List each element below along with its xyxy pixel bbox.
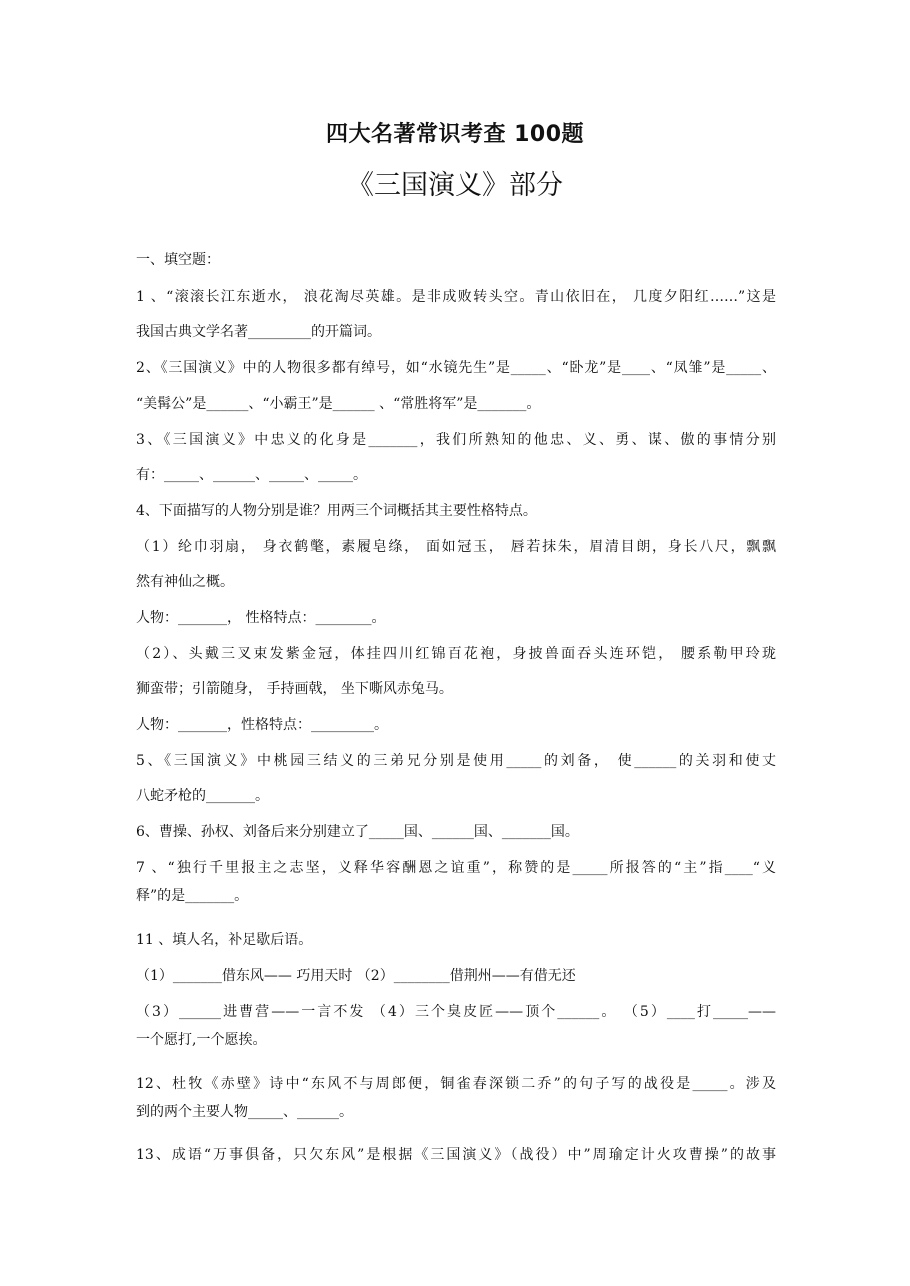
question-3-line-2: 有：_____、______、_____、_____。 [136, 467, 367, 483]
question-5-line-2: 八蛇矛枪的_______。 [136, 788, 269, 804]
question-4-2-line-2: 狮蛮带；引箭随身， 手持画戟， 坐下嘶风赤兔马。 [136, 681, 453, 697]
question-7-line-1: 7 、“独行千里报主之志坚，义释华容酬恩之谊重”，称赞的是_____所报答的“主”指____“义 [136, 860, 776, 876]
document-title: 四大名著常识考查 100题 [325, 122, 585, 147]
question-4-1-line-1: （1）纶巾羽扇， 身衣鹤氅，素履皂绦， 面如冠玉， 唇若抹朱，眉清目朗，身长八尺，飘飘 [136, 539, 776, 555]
question-4-1-answer: 人物：_______， 性格特点：________。 [136, 610, 386, 626]
question-2-line-2: “美髯公”是______、“小霸王”是______ 、“常胜将军”是_______。 [136, 396, 541, 412]
question-4-2-answer: 人物：_______，性格特点：_________。 [136, 717, 388, 733]
question-11-row-2: （3）______进曹营——一言不发 （4）三个臭皮匠——顶个______。 （5）____打_____—— [136, 1004, 776, 1020]
question-13-line-1: 13、成语“万事俱备，只欠东风”是根据《三国演义》（战役）中”周瑜定计火攻曹操”的故事 [136, 1147, 776, 1163]
question-4-prompt: 4、下面描写的人物分别是谁？用两三个词概括其主要性格特点。 [136, 503, 537, 519]
question-3-line-1: 3、《三国演义》中忠义的化身是_______，我们所熟知的他忠、义、勇、谋、傲的事情分别 [136, 432, 776, 448]
question-5-line-1: 5、《三国演义》中桃园三结义的三弟兄分别是使用_____的刘备， 使______的关羽和使丈 [136, 753, 776, 769]
question-12-line-2: 到的两个主要人物_____、______。 [136, 1104, 353, 1120]
question-11-row-1: （1）_______借东风—— 巧用天时 （2）________借荆州——有借无还 [136, 968, 576, 984]
question-6: 6、曹操、孙权、刘备后来分别建立了_____国、______国、_______国。 [136, 824, 579, 840]
question-2-line-1: 2、《三国演义》中的人物很多都有绰号，如“水镜先生”是_____、“卧龙”是____、“凤雏”是_____、 [136, 360, 776, 376]
question-11-row-3: 一个愿打,一个愿挨。 [136, 1032, 267, 1048]
question-4-2-line-1: （2）、头戴三叉束发紫金冠，体挂四川红锦百花袍，身披兽面吞头连环铠， 腰系勒甲玲珑 [136, 646, 776, 662]
question-1-line-2: 我国古典文学名著_________的开篇词。 [136, 324, 381, 340]
question-12-line-1: 12、杜牧《赤壁》诗中“东风不与周郎便，铜雀春深锁二乔”的句子写的战役是_____。涉及 [136, 1076, 776, 1092]
document-subtitle: 《三国演义》部分 [347, 170, 563, 201]
section-heading: 一、填空题： [136, 252, 220, 268]
question-7-line-2: 释”的是_______。 [136, 888, 249, 904]
question-1-line-1: 1 、“滚滚长江东逝水， 浪花淘尽英雄。是非成败转头空。青山依旧在， 几度夕阳红……”这是 [136, 289, 776, 305]
question-11-prompt: 11 、填人名，补足歇后语。 [136, 932, 313, 948]
question-4-1-line-2: 然有神仙之概。 [136, 574, 234, 590]
